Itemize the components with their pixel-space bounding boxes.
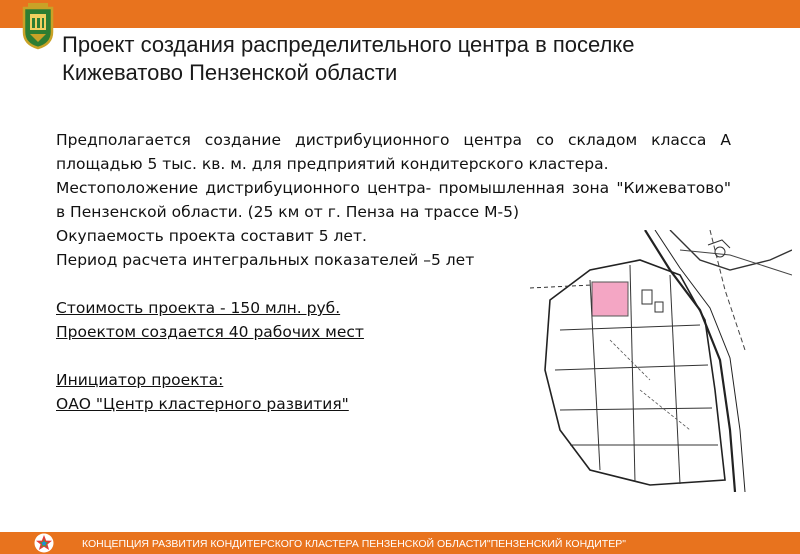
location-paragraph: Местоположение дистрибуционного центра- промышленная зона "Кижеватово" в Пензенской области. (25 км от г. Пенза на трассе М-5) — [56, 179, 731, 221]
top-bar — [0, 0, 800, 28]
jobs-text: Проектом создается 40 рабочих мест — [56, 323, 364, 341]
initiator-name: ОАО "Центр кластерного развития" — [56, 395, 349, 413]
coat-of-arms-icon — [20, 2, 56, 50]
footer-title: КОНЦЕПЦИЯ РАЗВИТИЯ КОНДИТЕРСКОГО КЛАСТЕРА ПЕНЗЕНСКОЙ ОБЛАСТИ"ПЕНЗЕНСКИЙ КОНДИТЕР" — [82, 538, 626, 550]
initiator-label: Инициатор проекта: — [56, 371, 224, 389]
title-line-2: Кижеватово Пензенской области — [62, 60, 398, 85]
site-plan-map — [530, 230, 792, 492]
highlighted-plot — [592, 282, 628, 316]
title-line-1: Проект создания распределительного центра в поселке — [62, 32, 635, 57]
star-logo-icon — [34, 533, 54, 553]
period-text: Период расчета интегральных показателей –5 лет — [56, 251, 475, 269]
description-paragraph: Предполагается создание дистрибуционного центра со складом класса А площадью 5 тыс. кв. м. для предприятий кондитерского кластера. — [56, 131, 731, 173]
page-title — [62, 31, 782, 87]
cost-text: Стоимость проекта - 150 млн. руб. — [56, 299, 341, 317]
payback-text: Окупаемость проекта составит 5 лет. — [56, 227, 367, 245]
